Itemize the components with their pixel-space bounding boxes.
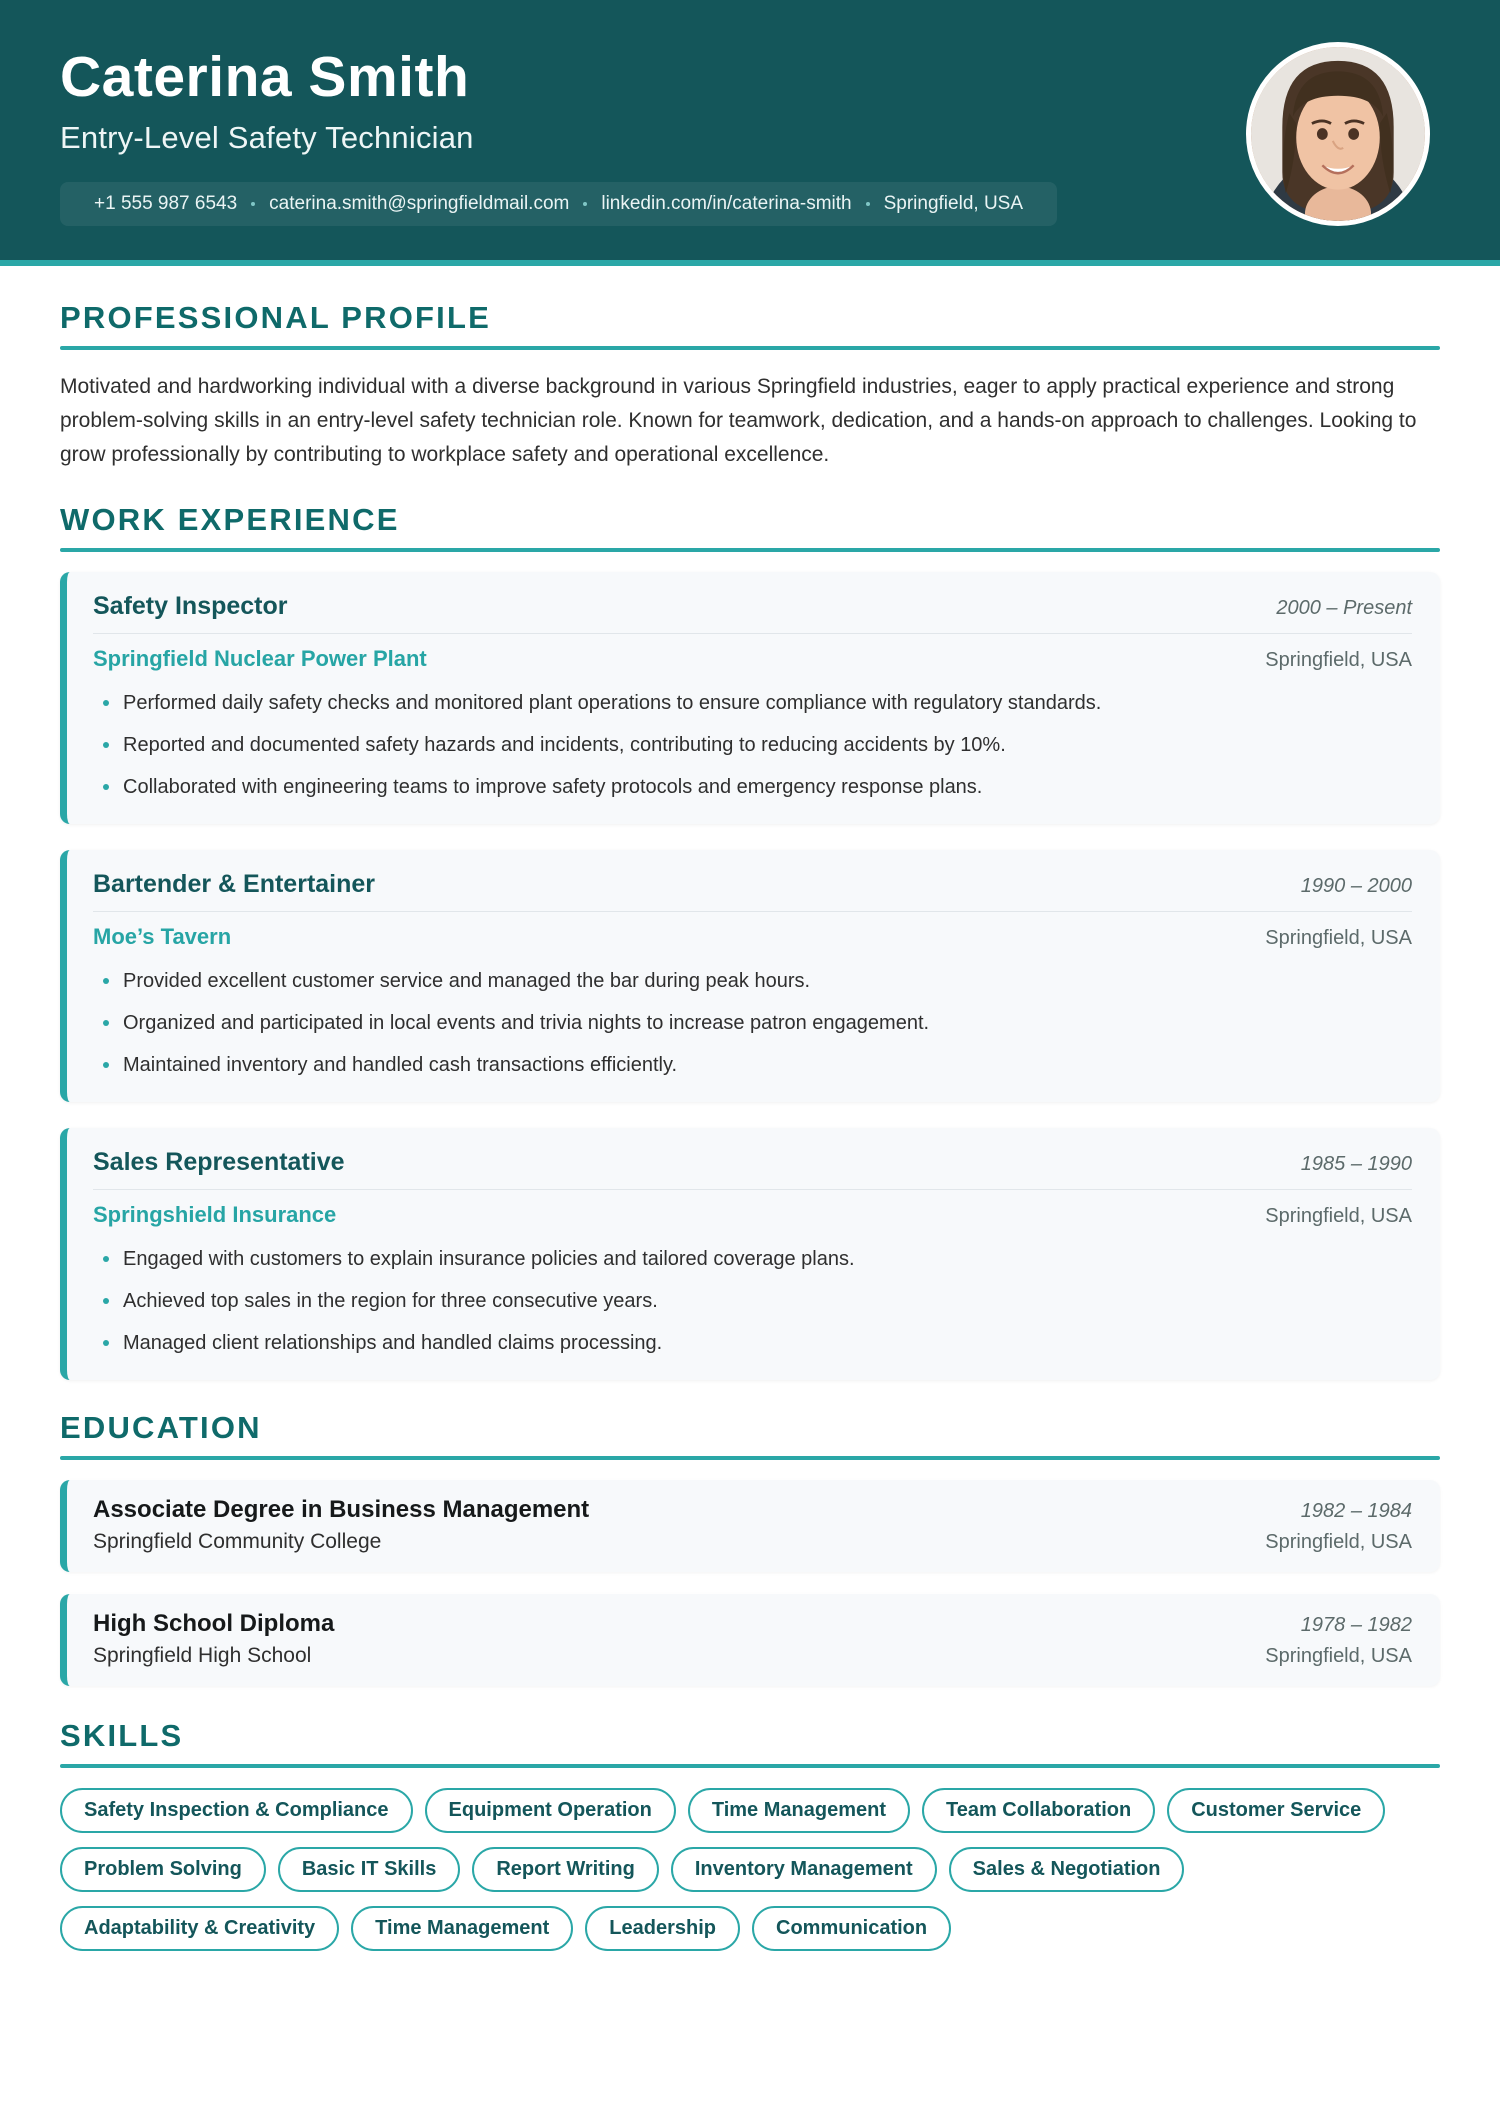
list-item: Collaborated with engineering teams to improve safety protocols and emergency response plans. <box>93 772 1412 802</box>
contact-bar <box>60 182 1057 226</box>
experience-dates: 1990 – 2000 <box>1300 875 1412 898</box>
skill-chip: Equipment Operation <box>425 1788 676 1833</box>
skill-chip: Leadership <box>585 1906 740 1951</box>
experience-company: Springfield Nuclear Power Plant <box>93 646 427 672</box>
experience-bullets <box>93 688 1412 802</box>
education-degree: Associate Degree in Business Management <box>93 1496 590 1524</box>
experience-card <box>60 850 1440 1102</box>
experience-card <box>60 572 1440 824</box>
education-degree: High School Diploma <box>93 1610 335 1638</box>
divider <box>93 633 1412 634</box>
experience-dates: 2000 – Present <box>1276 597 1412 620</box>
skill-chip: Time Management <box>688 1788 910 1833</box>
skill-chip: Adaptability & Creativity <box>60 1906 339 1951</box>
skill-chip: Report Writing <box>472 1847 659 1892</box>
contact-email[interactable]: caterina.smith@springfieldmail.com <box>269 192 570 214</box>
section-heading-profile: PROFESSIONAL PROFILE <box>60 300 491 335</box>
section-rule <box>60 346 1440 350</box>
experience-bullets <box>93 966 1412 1080</box>
section-heading-skills: SKILLS <box>60 1718 184 1754</box>
education-card <box>60 1594 1440 1686</box>
section-heading-education: EDUCATION <box>60 1410 262 1446</box>
list-item: Maintained inventory and handled cash transactions efficiently. <box>93 1050 1412 1080</box>
profile-paragraph: Motivated and hardworking individual with a diverse background in various Springfield industries, eager to apply practical experience and strong problem-solving skills in an entry-level safety technician role. Known for teamwork, dedication, and a hands-on approach to challenges. Looking to grow professionally by contributing to workplace safety and operational excellence. <box>60 375 1417 467</box>
experience-location: Springfield, USA <box>1265 649 1412 672</box>
section-rule <box>60 548 1440 552</box>
education-location: Springfield, USA <box>1265 1645 1412 1668</box>
job-title: Entry-Level Safety Technician <box>60 119 474 155</box>
section-rule <box>60 1456 1440 1460</box>
avatar <box>1246 42 1430 226</box>
section-heading-work: WORK EXPERIENCE <box>60 502 400 538</box>
avatar-photo-icon <box>1251 47 1425 221</box>
list-item: Reported and documented safety hazards and incidents, contributing to reducing accidents by 10%. <box>93 730 1412 760</box>
education-dates: 1978 – 1982 <box>1300 1614 1412 1637</box>
section-education <box>60 1410 1440 1686</box>
experience-role: Sales Representative <box>93 1148 345 1177</box>
skill-chip: Basic IT Skills <box>278 1847 461 1892</box>
skill-chip: Sales & Negotiation <box>949 1847 1185 1892</box>
contact-phone[interactable]: +1 555 987 6543 <box>94 192 238 214</box>
skills-list <box>60 1788 1440 1951</box>
experience-dates: 1985 – 1990 <box>1300 1153 1412 1176</box>
divider <box>93 911 1412 912</box>
resume-body <box>0 266 1500 1999</box>
list-item: Provided excellent customer service and managed the bar during peak hours. <box>93 966 1412 996</box>
experience-bullets <box>93 1244 1412 1358</box>
experience-card <box>60 1128 1440 1380</box>
list-item: Managed client relationships and handled claims processing. <box>93 1328 1412 1358</box>
resume-header <box>0 0 1500 266</box>
education-school: Springfield High School <box>93 1644 312 1668</box>
page-title: Caterina Smith <box>60 45 470 109</box>
education-dates: 1982 – 1984 <box>1300 1500 1412 1523</box>
contact-linkedin[interactable]: linkedin.com/in/caterina-smith <box>601 192 852 214</box>
experience-role: Bartender & Entertainer <box>93 870 376 899</box>
section-skills <box>60 1718 1440 1951</box>
skill-chip: Inventory Management <box>671 1847 937 1892</box>
education-card <box>60 1480 1440 1572</box>
experience-location: Springfield, USA <box>1265 1205 1412 1228</box>
list-item: Organized and participated in local events and trivia nights to increase patron engagement. <box>93 1008 1412 1038</box>
skill-chip: Time Management <box>351 1906 573 1951</box>
skill-chip: Communication <box>752 1906 951 1951</box>
skill-chip: Safety Inspection & Compliance <box>60 1788 413 1833</box>
list-item: Achieved top sales in the region for three consecutive years. <box>93 1286 1412 1316</box>
section-work-experience <box>60 502 1440 1380</box>
experience-location: Springfield, USA <box>1265 927 1412 950</box>
skill-chip: Customer Service <box>1167 1788 1385 1833</box>
education-school: Springfield Community College <box>93 1530 382 1554</box>
list-item: Engaged with customers to explain insurance policies and tailored coverage plans. <box>93 1244 1412 1274</box>
divider <box>93 1189 1412 1190</box>
skill-chip: Team Collaboration <box>922 1788 1155 1833</box>
section-professional-profile <box>60 300 1440 472</box>
section-rule <box>60 1764 1440 1768</box>
list-item: Performed daily safety checks and monitored plant operations to ensure compliance with regulatory standards. <box>93 688 1412 718</box>
contact-location: Springfield, USA <box>883 192 1024 214</box>
header-text-block <box>60 40 1057 226</box>
experience-company: Moe’s Tavern <box>93 924 232 950</box>
experience-role: Safety Inspector <box>93 592 288 621</box>
skill-chip: Problem Solving <box>60 1847 266 1892</box>
experience-company: Springshield Insurance <box>93 1202 337 1228</box>
education-location: Springfield, USA <box>1265 1531 1412 1554</box>
